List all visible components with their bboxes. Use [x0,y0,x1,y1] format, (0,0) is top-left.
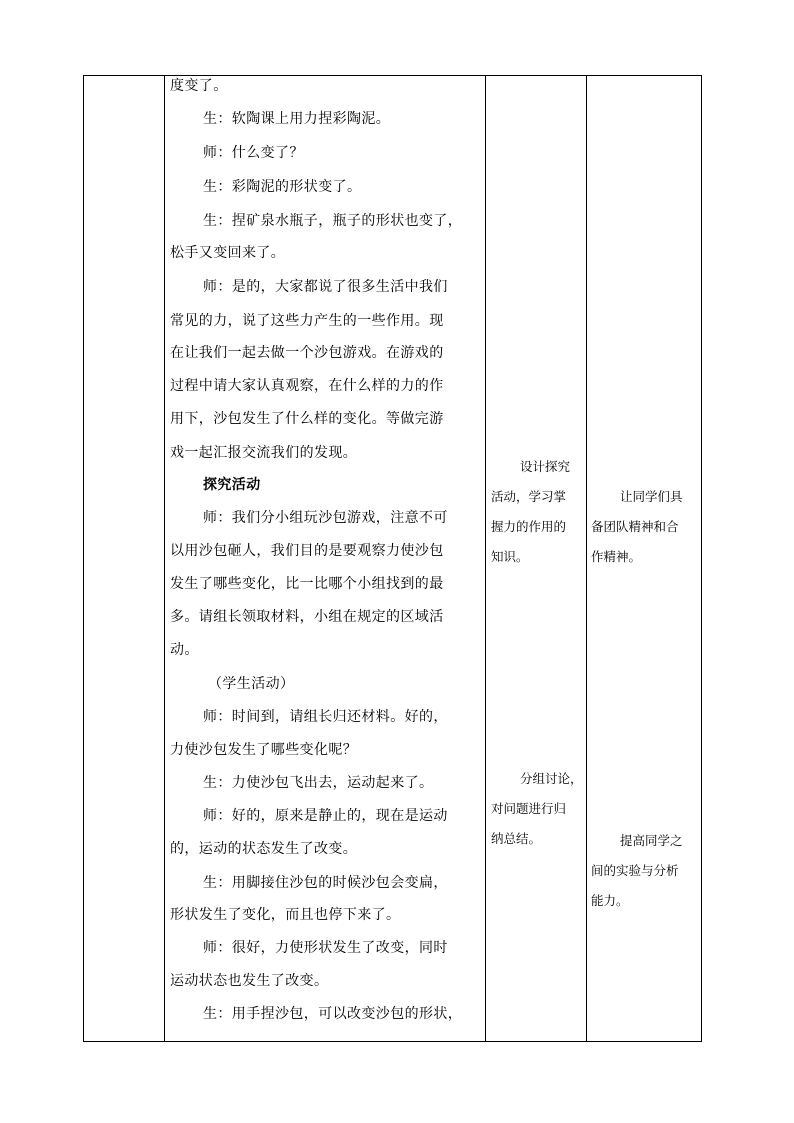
goal-line: 能力。 [591,893,629,908]
text-line: 师：我们分小组玩沙包游戏，注意不可 [203,510,448,526]
text-line: 生：力使沙包飞出去，运动起来了。 [203,775,434,791]
text-line: 用下，沙包发生了什么样的变化。等做完游 [170,411,444,427]
text-line: 生：用脚接住沙包的时候沙包会变扁， [203,875,448,891]
design-intent-line: 活动，学习掌 [491,489,567,504]
text-line: 师：什么变了？ [203,145,304,161]
design-intent-line: 知识。 [491,549,529,564]
text-line: 过程中请大家认真观察，在什么样的力的作 [170,378,444,394]
text-line: 戏一起汇报交流我们的发现。 [170,445,358,461]
text-line: 松手又变回来了。 [170,245,286,261]
goal-line: 让同学们具 [620,489,683,504]
design-intent-line: 握力的作用的 [491,519,567,534]
text-line: （学生活动） [208,676,295,692]
text-line: 以用沙包砸人，我们目的是要观察力使沙包 [170,543,444,559]
text-line: 师：时间到，请组长归还材料。好的， [203,709,448,725]
text-line: 生：软陶课上用力捏彩陶泥。 [203,111,391,127]
text-line: 发生了哪些变化，比一比哪个小组找到的最 [170,576,444,592]
design-intent-line: 设计探究 [520,459,571,474]
text-line: 师：很好，力使形状发生了改变，同时 [203,940,448,956]
text-line: 运动状态也发生了改变。 [170,973,329,989]
column-divider [485,76,486,1041]
text-line: 力使沙包发生了哪些变化呢？ [170,742,358,758]
text-line: 生：彩陶泥的形状变了。 [203,179,362,195]
text-line: 师：是的，大家都说了很多生活中我们 [203,279,448,295]
goal-line: 作精神。 [591,549,642,564]
text-line: 师：好的，原来是静止的，现在是运动 [203,808,448,824]
column-divider [586,76,587,1041]
text-line: 生：用手捏沙包，可以改变沙包的形状， [203,1006,463,1022]
text-line: 多。请组长领取材料，小组在规定的区域活 [170,609,444,625]
goal-line: 提高同学之 [620,833,683,848]
design-intent-line: 对问题进行归 [491,801,567,816]
text-line: 的，运动的状态发生了改变。 [170,841,358,857]
goal-line: 间的实验与分析 [591,863,679,878]
text-line: 形状发生了变化，而且也停下来了。 [170,907,401,923]
text-line: 常见的力，说了这些力产生的一些作用。现 [170,313,444,329]
text-line: 在让我们一起去做一个沙包游戏。在游戏的 [170,345,444,361]
design-intent-line: 纳总结。 [491,831,542,846]
text-line: 生：捏矿泉水瓶子，瓶子的形状也变了， [203,213,463,229]
column-divider [164,76,165,1041]
goal-line: 备团队精神和合 [591,519,679,534]
section-heading: 探究活动 [203,477,261,493]
text-line: 度变了。 [170,78,228,94]
design-intent-line: 分组讨论， [520,771,583,786]
text-line: 动。 [170,642,199,658]
